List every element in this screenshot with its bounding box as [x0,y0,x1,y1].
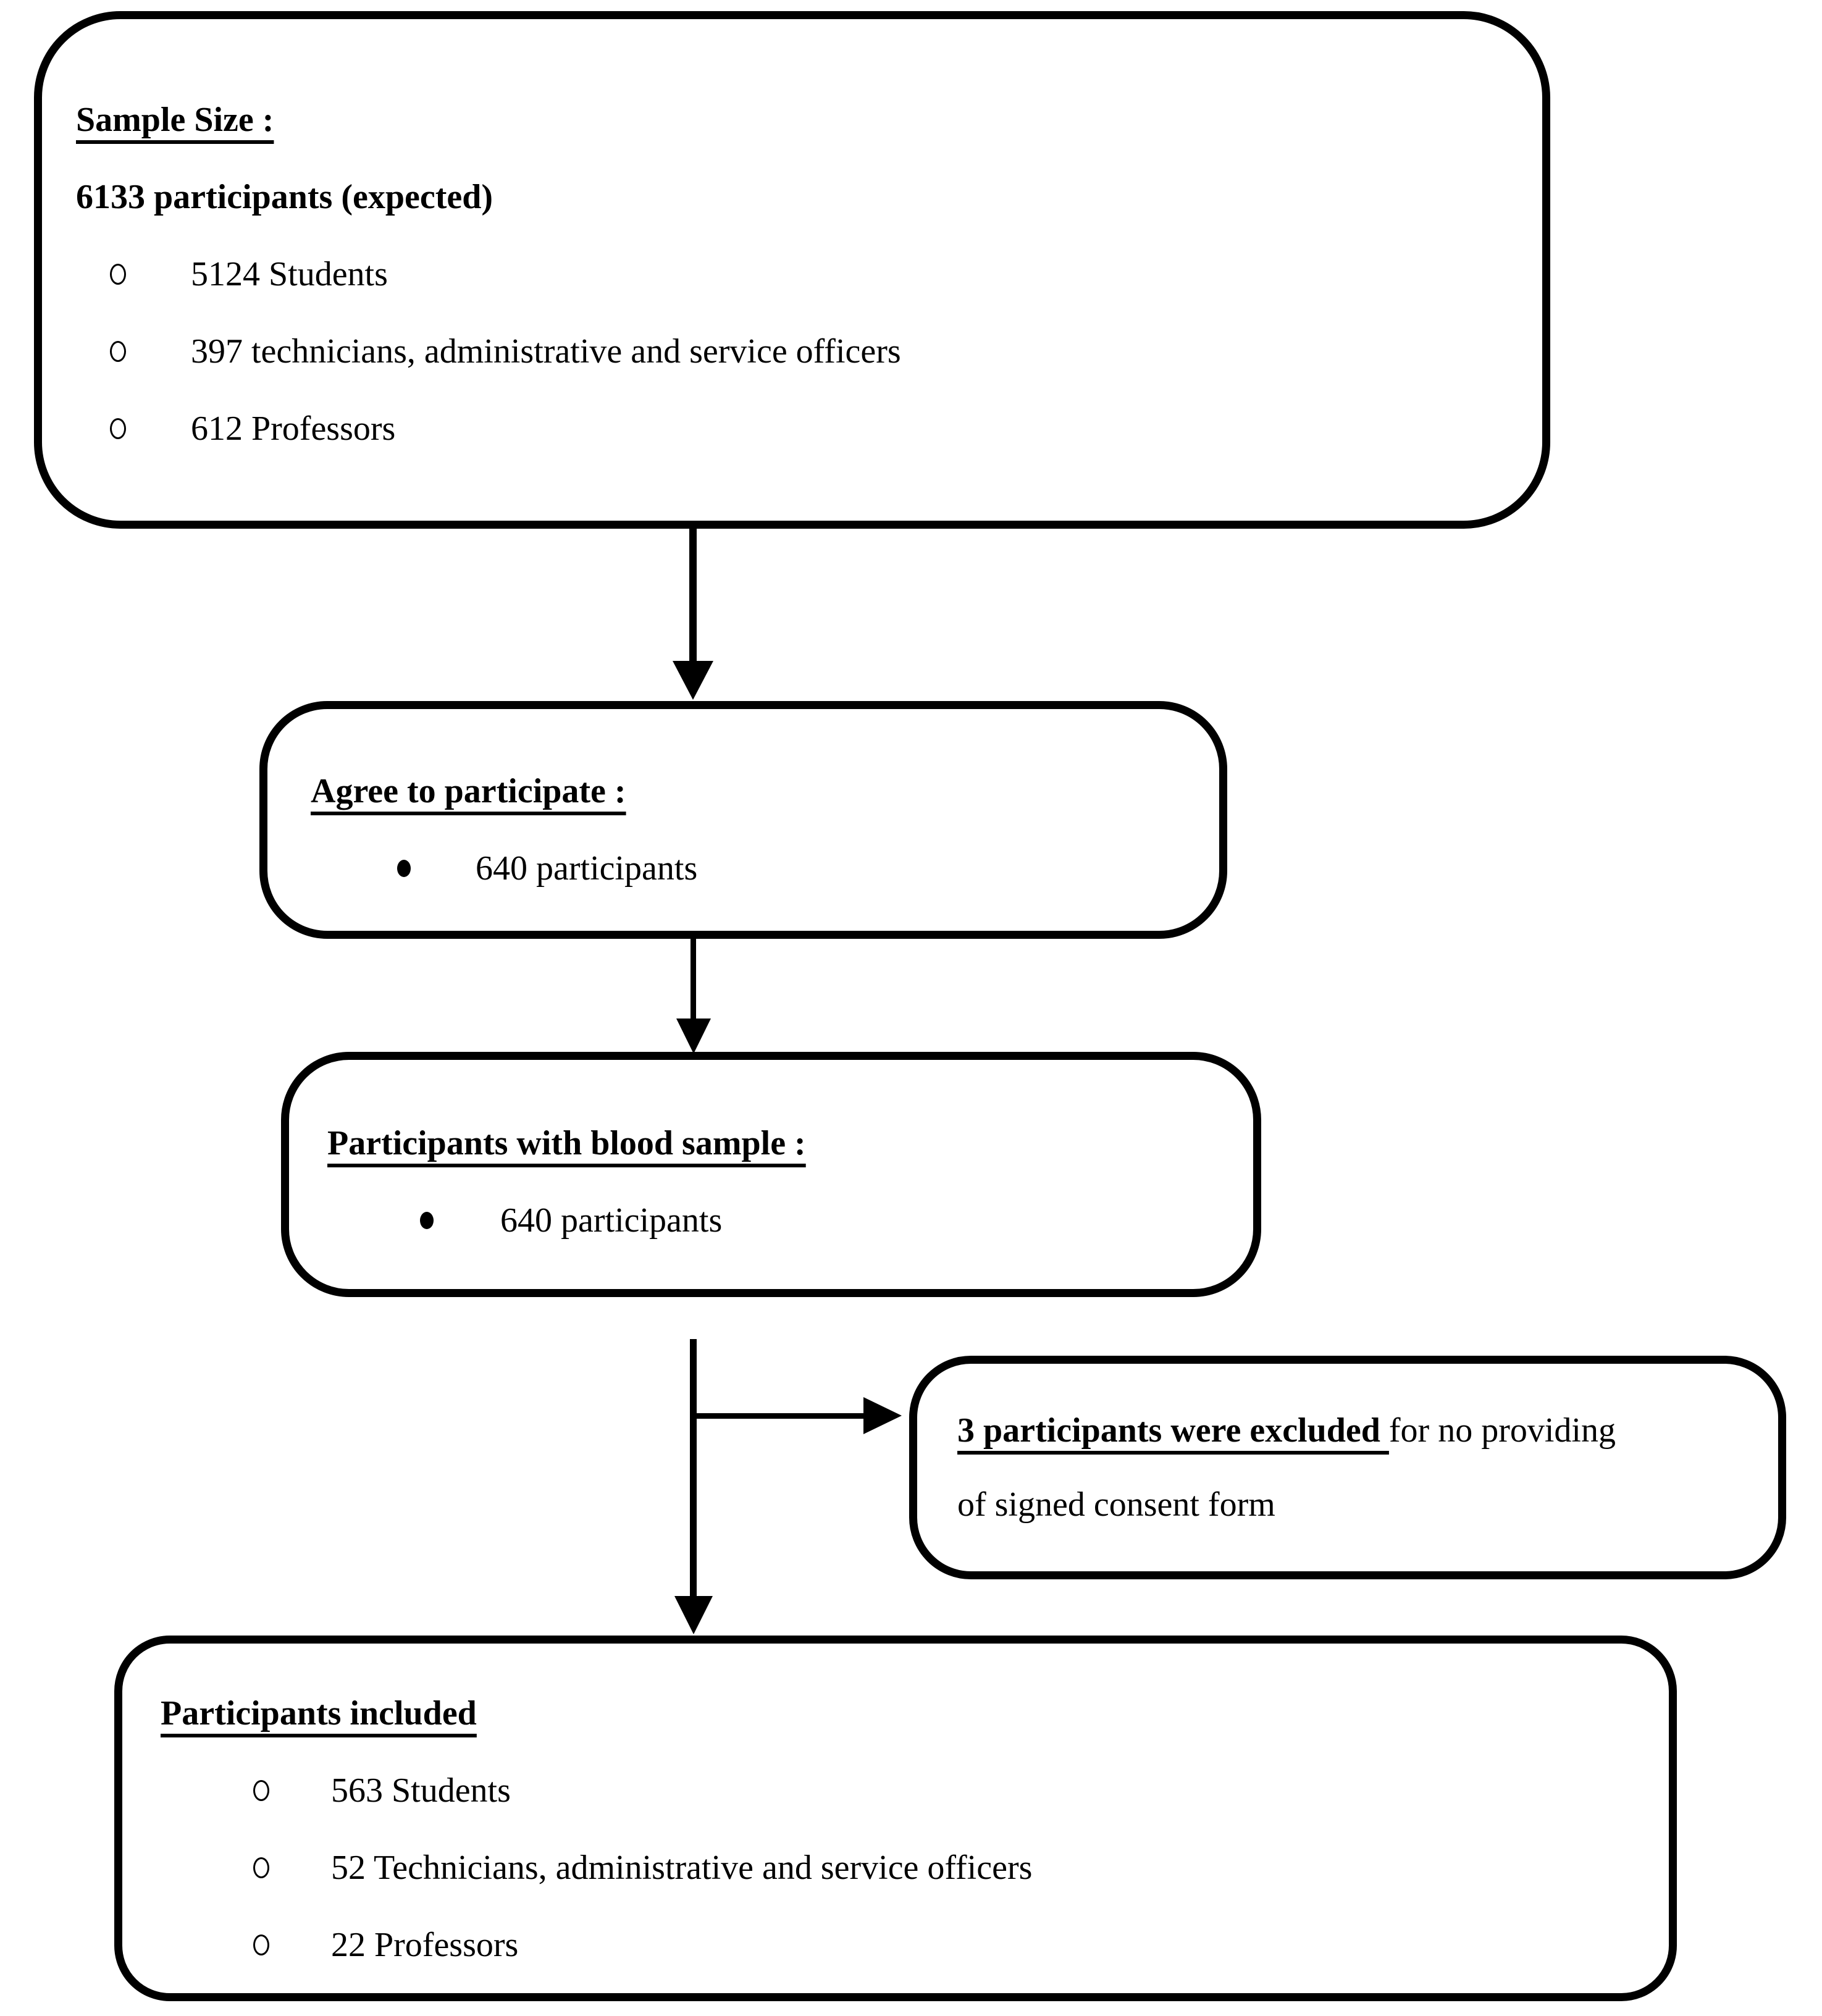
hollow-bullet-icon [253,1857,269,1878]
filled-bullet-icon [397,860,411,877]
list-item-label: 397 technicians, administrative and service officers [191,332,901,371]
excluded-lead-text: 3 participants were excluded [957,1411,1389,1450]
arrow-right-icon [863,1397,902,1434]
list-item-label: 563 Students [331,1771,511,1810]
arrow-down-icon [674,1596,713,1634]
excluded-text-line-1 [957,1393,1766,1468]
box-title-row [327,1104,1235,1182]
blood-sample-box [281,1052,1261,1297]
hollow-bullet-icon [110,418,126,439]
arrow-down-icon [676,1018,711,1054]
arrow-line-agree-to-blood [691,938,696,1019]
arrow-line-sample-to-agree [689,529,697,662]
box-title: Participants included [161,1694,477,1732]
sample-size-box [34,11,1550,529]
hollow-bullet-icon [253,1934,269,1955]
list-item [76,313,1518,390]
list-item [161,1752,1650,1829]
list-item [161,1906,1650,1983]
arrow-down-icon [673,661,713,700]
arrow-line-blood-to-included [690,1339,697,1596]
box-title-row [161,1674,1650,1752]
participants-included-box [114,1636,1677,2001]
excluded-participants-box [909,1356,1786,1579]
list-item [327,1182,1235,1259]
box-subtitle-row [76,158,1518,235]
list-item-label: 612 Professors [191,409,396,448]
box-title: Participants with blood sample : [327,1124,806,1162]
box-title: Sample Size : [76,100,274,139]
excluded-text: of signed consent form [957,1485,1275,1524]
list-item-label: 640 participants [500,1201,723,1240]
list-item [161,1829,1650,1906]
list-item-label: 640 participants [476,849,698,888]
box-title-row [311,752,1201,830]
excluded-text-line-2 [957,1468,1766,1542]
hollow-bullet-icon [110,341,126,362]
list-item [76,390,1518,467]
excluded-rest-text: for no providing [1388,1411,1616,1450]
hollow-bullet-icon [253,1780,269,1801]
list-item-label: 52 Technicians, administrative and service officers [331,1848,1033,1887]
list-item [311,830,1201,907]
box-title: Agree to participate : [311,771,626,810]
box-title-row [76,81,1518,158]
list-item [76,235,1518,313]
branch-line-to-excluded [693,1413,864,1419]
hollow-bullet-icon [110,264,126,285]
agree-to-participate-box [259,701,1227,939]
box-subtitle: 6133 participants (expected) [76,177,493,216]
filled-bullet-icon [420,1212,434,1229]
list-item-label: 22 Professors [331,1925,519,1964]
list-item-label: 5124 Students [191,254,388,293]
